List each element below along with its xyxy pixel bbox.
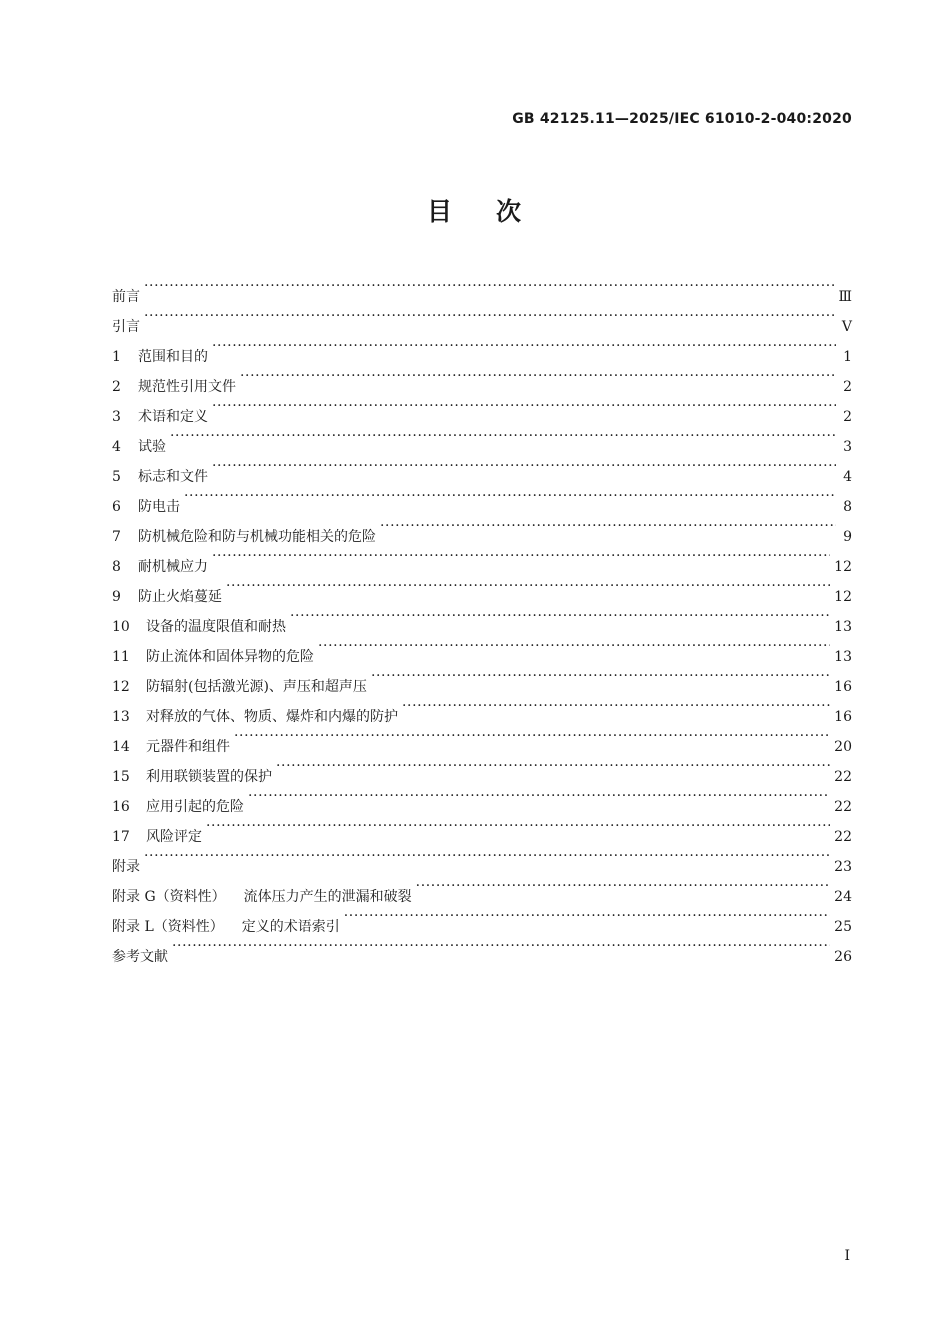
- toc-page: 13: [834, 649, 852, 665]
- toc-leader: [290, 601, 830, 631]
- toc-number: 8: [112, 559, 121, 575]
- toc-page: 12: [834, 589, 852, 605]
- toc-annex-designation: 附录 G（资料性）: [112, 889, 226, 905]
- toc-leader: [212, 391, 836, 421]
- toc-leader: [344, 901, 830, 931]
- toc-number: 4: [112, 439, 121, 455]
- toc-leader: [212, 331, 836, 361]
- toc-annex-title: 定义的术语索引: [241, 919, 340, 935]
- toc-page: 8: [843, 499, 852, 515]
- toc-entry-introduction[interactable]: [112, 301, 852, 335]
- title-part-1: 目: [426, 197, 454, 226]
- toc-leader: [234, 721, 830, 751]
- toc-label: 设备的温度限值和耐热: [146, 619, 286, 635]
- toc-entry-6[interactable]: [112, 481, 852, 515]
- toc-entry-annex[interactable]: [112, 841, 852, 875]
- toc-label: 标志和文件: [138, 469, 208, 485]
- toc-label: 防辐射(包括激光源)、声压和超声压: [146, 679, 367, 695]
- toc-annex-title: 流体压力产生的泄漏和破裂: [243, 889, 412, 905]
- toc-number: 15: [112, 769, 130, 785]
- toc-number: 10: [112, 619, 130, 635]
- toc-leader: [206, 811, 830, 841]
- toc-entry-5[interactable]: [112, 451, 852, 485]
- toc-page: 16: [834, 679, 852, 695]
- toc-label: 防止流体和固体异物的危险: [146, 649, 314, 665]
- toc-label: 范围和目的: [138, 349, 208, 365]
- toc-number: 17: [112, 829, 130, 845]
- toc-label: 防机械危险和防与机械功能相关的危险: [138, 529, 376, 545]
- toc-entry-17[interactable]: [112, 811, 852, 845]
- toc-number: 5: [112, 469, 121, 485]
- toc-leader: [172, 931, 830, 961]
- toc-page: 22: [834, 769, 852, 785]
- toc-label: 防电击: [138, 499, 180, 515]
- toc-number: 16: [112, 799, 130, 815]
- toc-annex-designation: 附录 L（资料性）: [112, 919, 224, 935]
- toc-page: 26: [834, 949, 852, 965]
- toc-entry-2[interactable]: [112, 361, 852, 395]
- toc-label: 耐机械应力: [138, 559, 208, 575]
- toc-page: 3: [843, 439, 852, 455]
- toc-leader: [144, 841, 830, 871]
- toc-page: 16: [834, 709, 852, 725]
- toc-entry-10[interactable]: [112, 601, 852, 635]
- table-of-contents: [112, 271, 852, 965]
- toc-number: 1: [112, 349, 121, 365]
- page-number: Ⅰ: [844, 1248, 850, 1264]
- toc-entry-9[interactable]: [112, 571, 852, 605]
- toc-entry-foreword[interactable]: [112, 271, 852, 305]
- toc-label: 防止火焰蔓延: [138, 589, 222, 605]
- toc-label: 利用联锁装置的保护: [146, 769, 272, 785]
- toc-page: 13: [834, 619, 852, 635]
- toc-page: 24: [834, 889, 852, 905]
- toc-number: 3: [112, 409, 121, 425]
- toc-leader: [371, 661, 830, 691]
- toc-page: 23: [834, 859, 852, 875]
- toc-number: 12: [112, 679, 130, 695]
- toc-leader: [212, 541, 830, 571]
- toc-leader: [240, 361, 836, 391]
- toc-label: 参考文献: [112, 949, 168, 965]
- toc-page: 2: [843, 409, 852, 425]
- toc-number: 7: [112, 529, 121, 545]
- toc-leader: [402, 691, 830, 721]
- toc-entry-7[interactable]: [112, 511, 852, 545]
- toc-label: 对释放的气体、物质、爆炸和内爆的防护: [146, 709, 398, 725]
- toc-page: 2: [843, 379, 852, 395]
- toc-leader: [416, 871, 831, 901]
- toc-page: Ⅴ: [841, 319, 852, 335]
- toc-leader: [170, 421, 836, 451]
- title-part-2: 次: [496, 197, 524, 226]
- toc-label: 风险评定: [146, 829, 202, 845]
- toc-entry-3[interactable]: [112, 391, 852, 425]
- toc-label: 规范性引用文件: [138, 379, 236, 395]
- toc-number: 11: [112, 649, 130, 665]
- toc-leader: [318, 631, 830, 661]
- toc-page: 20: [834, 739, 852, 755]
- toc-page: 4: [843, 469, 852, 485]
- toc-label: 元器件和组件: [146, 739, 230, 755]
- toc-number: 9: [112, 589, 121, 605]
- toc-page: Ⅲ: [838, 289, 852, 305]
- toc-leader: [248, 781, 830, 811]
- toc-entry-1[interactable]: [112, 331, 852, 365]
- toc-label: 应用引起的危险: [146, 799, 244, 815]
- toc-label: 引言: [112, 319, 140, 335]
- toc-label: 前言: [112, 289, 140, 305]
- toc-leader: [226, 571, 830, 601]
- toc-leader: [184, 481, 836, 511]
- toc-page: 22: [834, 829, 852, 845]
- toc-label: 术语和定义: [138, 409, 208, 425]
- toc-leader: [144, 271, 834, 301]
- toc-number: 13: [112, 709, 130, 725]
- toc-page: 25: [834, 919, 852, 935]
- toc-entry-annex-g[interactable]: [112, 871, 852, 905]
- standard-code: GB 42125.11—2025/IEC 61010-2-040:2020: [512, 111, 852, 127]
- toc-page: 22: [834, 799, 852, 815]
- toc-page: 1: [843, 349, 852, 365]
- toc-number: 14: [112, 739, 130, 755]
- toc-entry-8[interactable]: [112, 541, 852, 575]
- toc-label: 试验: [138, 439, 166, 455]
- toc-leader: [144, 301, 836, 331]
- toc-number: 2: [112, 379, 121, 395]
- toc-page: 9: [843, 529, 852, 545]
- page-title: [0, 192, 950, 228]
- toc-entry-4[interactable]: [112, 421, 852, 455]
- toc-leader: [212, 451, 836, 481]
- toc-number: 6: [112, 499, 121, 515]
- toc-leader: [380, 511, 836, 541]
- toc-entry-bibliography[interactable]: [112, 931, 852, 965]
- toc-label: 附录: [112, 859, 140, 875]
- toc-leader: [276, 751, 830, 781]
- toc-page: 12: [834, 559, 852, 575]
